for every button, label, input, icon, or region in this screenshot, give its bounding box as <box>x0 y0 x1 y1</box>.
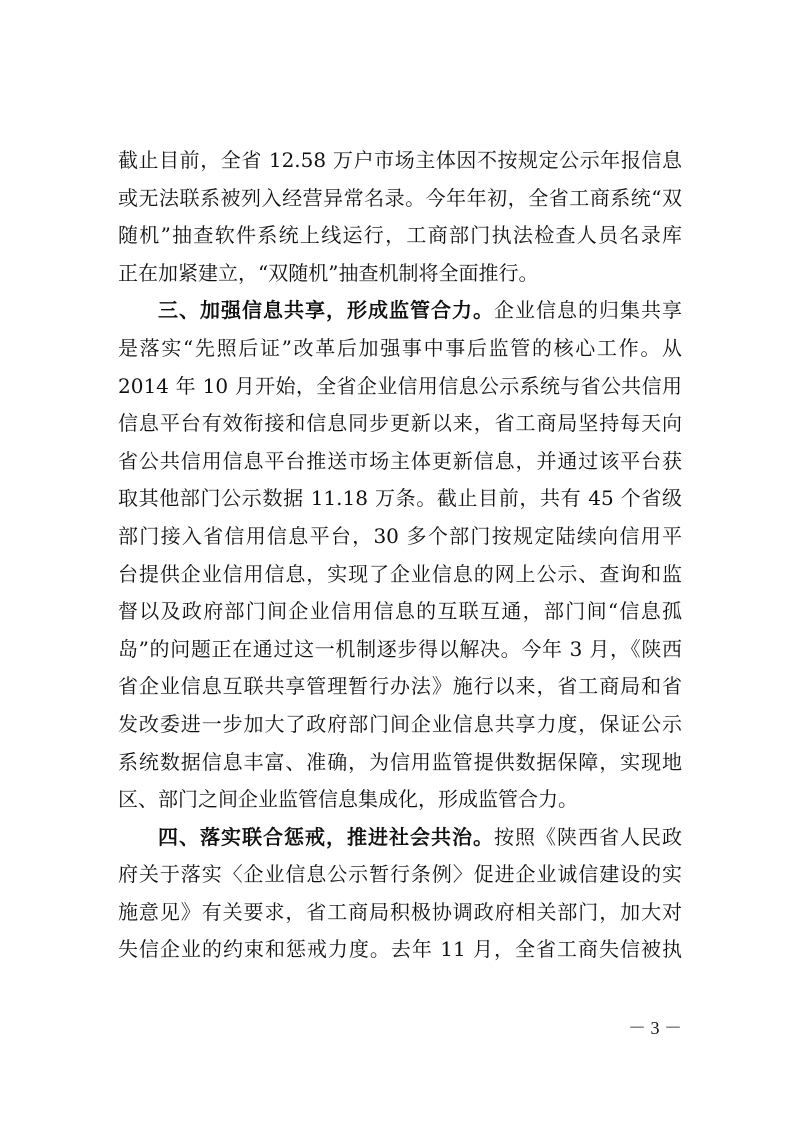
section-first-line <box>118 292 682 330</box>
body-line: 截止目前，全省 12.58 万户市场主体因不按规定公示年报信息 <box>118 148 682 172</box>
body-line: 系统数据信息丰富、准确，为信用监管提供数据保障，实现地 <box>118 749 682 774</box>
section-heading-4: 四、落实联合惩戒，推进社会共治。 <box>158 824 494 849</box>
body-text: 企业信息的归集共享 <box>494 298 682 323</box>
body-line: 正在加紧建立，“双随机”抽查机制将全面推行。 <box>118 260 539 285</box>
body-text: 按照《陕西省人民政 <box>494 824 682 849</box>
body-line: 信息平台有效衔接和信息同步更新以来，省工商局坚持每天向 <box>118 411 682 436</box>
body-line: 或无法联系被列入经营异常名录。今年年初，全省工商系统“双 <box>118 185 682 210</box>
body-line: 府关于落实〈企业信息公示暂行条例〉促进企业诚信建设的实 <box>118 862 682 887</box>
body-line: 2014 年 10 月开始，全省企业信用信息公示系统与省公共信用 <box>118 373 682 398</box>
section-first-line <box>118 819 682 857</box>
body-line: 部门接入省信用信息平台，30 多个部门按规定陆续向信用平 <box>118 523 682 548</box>
body-line: 是落实“先照后证”改革后加强事中事后监管的核心工作。从 <box>118 335 682 360</box>
body-line: 施意见》有关要求，省工商局积极协调政府相关部门，加大对 <box>118 899 682 924</box>
body-line: 发改委进一步加大了政府部门间企业信息共享力度，保证公示 <box>118 711 682 736</box>
body-line: 岛”的问题正在通过这一机制逐步得以解决。今年 3 月，《陕西 <box>118 636 682 661</box>
body-line: 区、部门之间企业监管信息集成化，形成监管合力。 <box>118 787 578 812</box>
section-heading-3: 三、加强信息共享，形成监管合力。 <box>158 298 494 323</box>
body-line: 取其他部门公示数据 11.18 万条。截止目前，共有 45 个省级 <box>118 486 682 511</box>
body-line: 省企业信息互联共享管理暂行办法》施行以来，省工商局和省 <box>118 674 682 699</box>
page-number: － 3 － <box>628 1018 682 1038</box>
body-line: 台提供企业信用信息，实现了企业信息的网上公示、查询和监 <box>118 561 682 586</box>
body-line: 随机”抽查软件系统上线运行，工商部门执法检查人员名录库 <box>118 223 682 248</box>
body-line: 失信企业的约束和惩戒力度。去年 11 月，全省工商失信被执 <box>118 937 682 962</box>
body-line: 督以及政府部门间企业信用信息的互联互通，部门间“信息孤 <box>118 599 682 624</box>
body-line: 省公共信用信息平台推送市场主体更新信息，并通过该平台获 <box>118 448 682 473</box>
document-body <box>118 142 682 969</box>
